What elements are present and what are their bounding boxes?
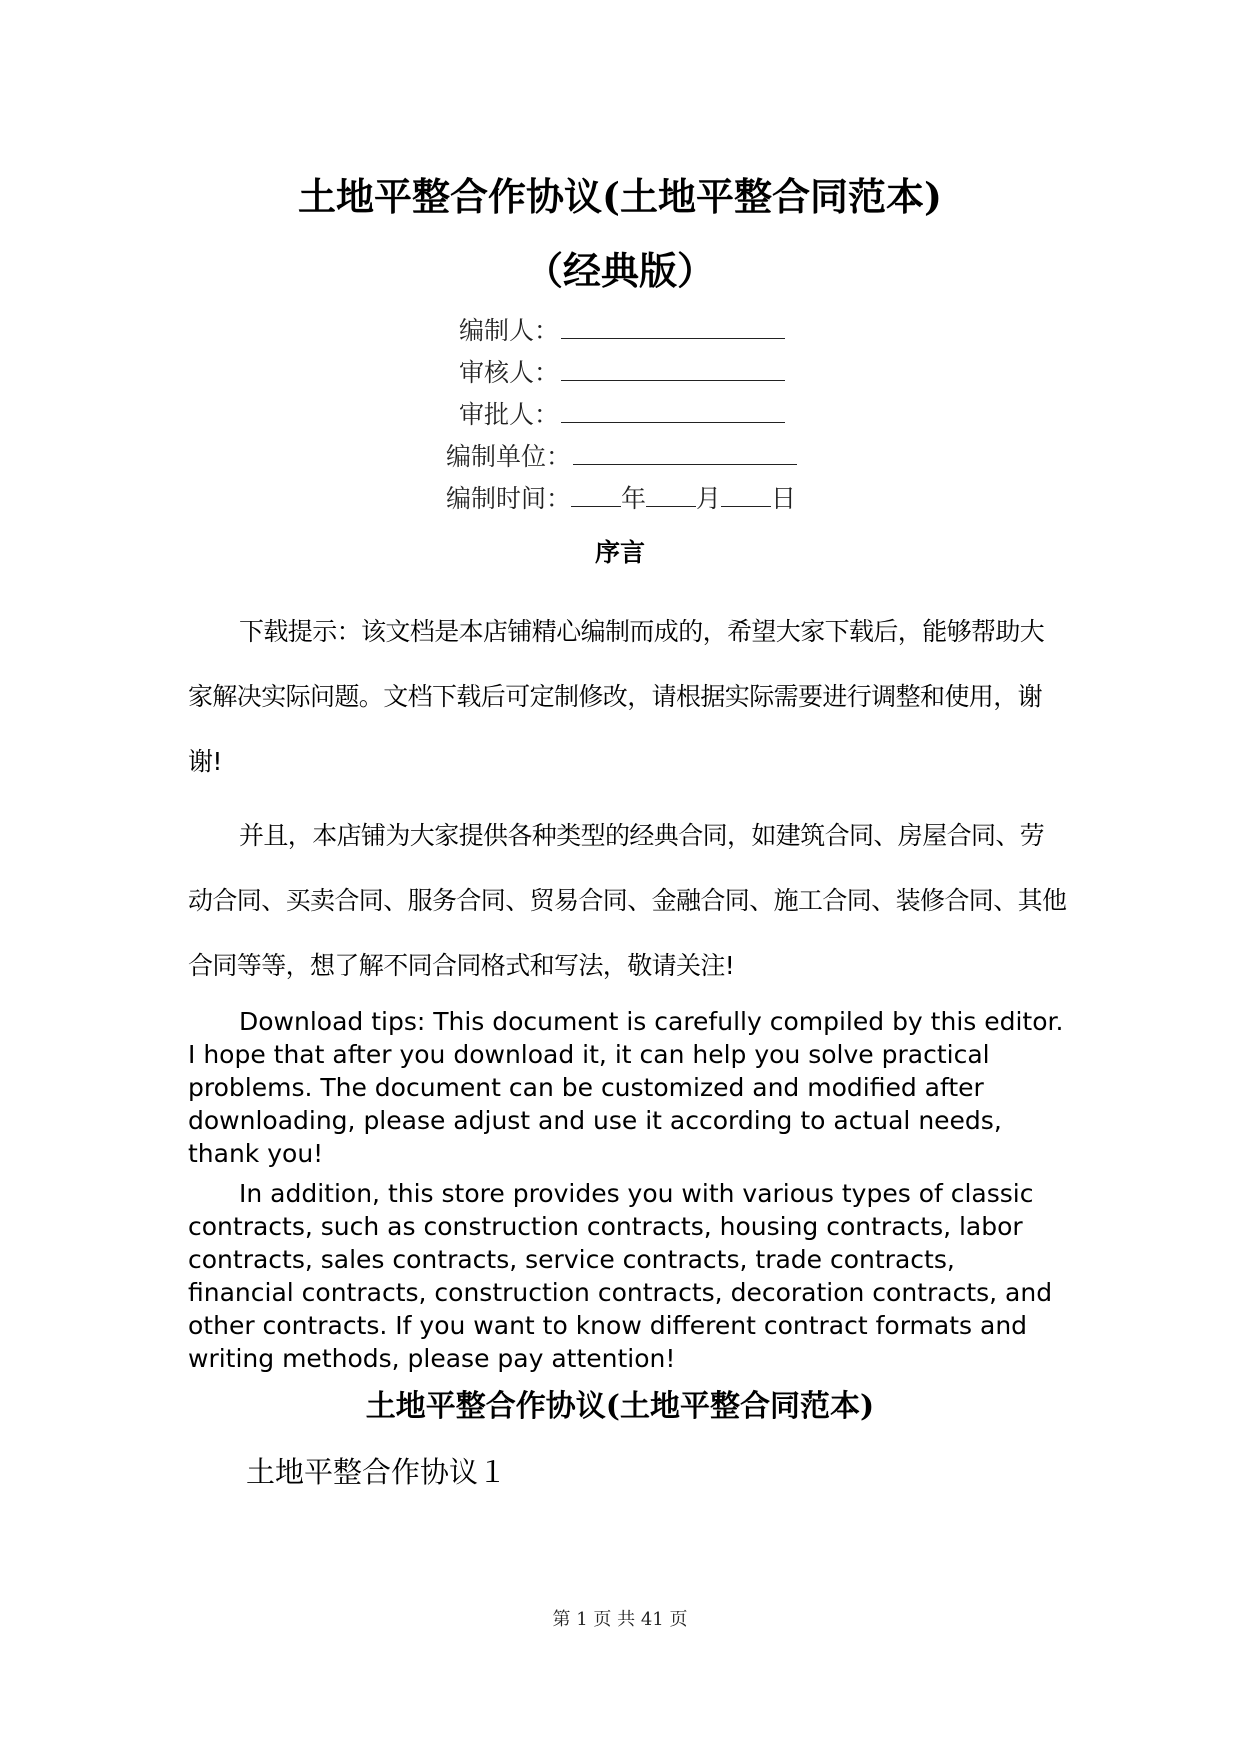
month-blank — [646, 488, 696, 507]
page-footer: 第 1 页 共 41 页 — [552, 1609, 688, 1630]
year-label: 年 — [621, 484, 647, 513]
preface-en-paragraph-1: Download tips: This document is carefully compiled by this editor. I hope that after you download it, it can help you solve practical problems. The document can be customized and modified after downloading, please adjust and use it according to actual needs, thank you! — [188, 1007, 1064, 1168]
section-heading: 土地平整合作协议(土地平整合同范本) — [365, 1389, 875, 1424]
reviewer-label: 审核人： — [459, 358, 560, 387]
unit-blank — [573, 446, 797, 465]
day-label: 日 — [771, 484, 797, 513]
compiler-blank — [561, 320, 785, 339]
approver-blank — [561, 404, 785, 423]
year-blank — [571, 488, 621, 507]
preface-heading: 序言 — [594, 538, 645, 567]
compiler-label: 编制人： — [459, 316, 560, 345]
time-label: 编制时间： — [446, 484, 572, 513]
sub-heading: 土地平整合作协议１ — [246, 1455, 508, 1489]
preface-cn-paragraph-1: 下载提示：该文档是本店铺精心编制而成的，希望大家下载后，能够帮助大家解决实际问题。文档下载后可定制修改，请根据实际需要进行调整和使用，谢谢! — [188, 617, 1045, 776]
month-label: 月 — [696, 484, 722, 513]
compiler-row — [459, 318, 785, 343]
document-title: 土地平整合作协议(土地平整合同范本) — [298, 174, 942, 219]
day-blank — [721, 488, 771, 507]
time-row — [446, 486, 796, 511]
preface-en-paragraph-2: In addition, this store provides you with various types of classic contracts, such as construction contracts, housing contracts, labor contracts, sales contracts, service contracts, trade contracts, financial contracts, construction contracts, decoration contracts, and other contracts. If you want to know different contract formats and writing methods, please pay attention! — [188, 1179, 1053, 1373]
reviewer-row — [459, 360, 785, 385]
unit-label: 编制单位： — [446, 442, 572, 471]
reviewer-blank — [561, 362, 785, 381]
approver-label: 审批人： — [459, 400, 560, 429]
approver-row — [459, 402, 785, 427]
preface-cn-paragraph-2: 并且，本店铺为大家提供各种类型的经典合同，如建筑合同、房屋合同、劳动合同、买卖合同、服务合同、贸易合同、金融合同、施工合同、装修合同、其他合同等等，想了解不同合同格式和写法，敬请关注! — [188, 821, 1067, 980]
document-subtitle: （经典版） — [524, 248, 715, 293]
unit-row — [446, 444, 797, 469]
